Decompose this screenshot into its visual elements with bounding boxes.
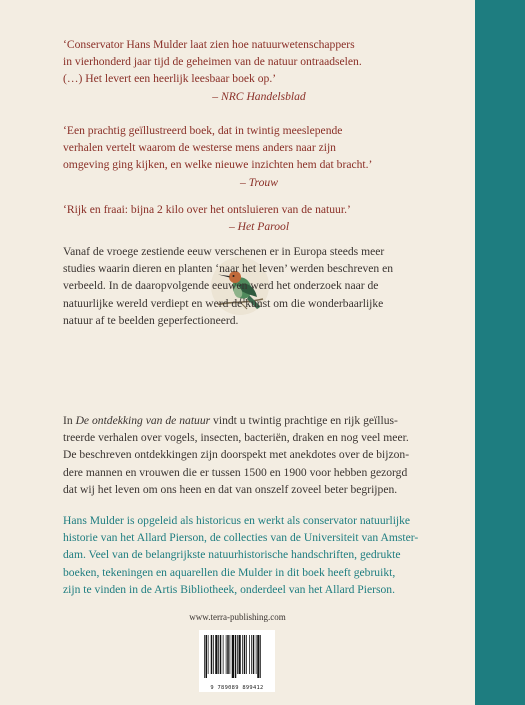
- paragraph-line: natuur af te beelden geperfectioneerd.: [63, 313, 239, 327]
- barcode-bar: [206, 635, 208, 678]
- paragraph-text: vindt u twintig prachtige en rijk geïllus-: [210, 414, 398, 427]
- paragraph-line: dat wij het leven om ons heen en dat van onszelf zoveel beter begrijpen.: [63, 482, 398, 496]
- book-title: De ontdekking van de natuur: [75, 414, 211, 427]
- barcode-bar: [237, 635, 238, 674]
- barcode-bar: [213, 635, 214, 674]
- book-spine: [475, 0, 525, 705]
- author-bio: [63, 512, 463, 598]
- barcode-bar: [211, 635, 213, 674]
- review-quote-nrc: [63, 36, 455, 105]
- barcode-bar: [242, 635, 243, 674]
- barcode-bar: [253, 635, 255, 674]
- paragraph-text: In: [63, 414, 76, 427]
- publisher-website[interactable]: www.terra-publishing.com: [189, 612, 286, 622]
- barcode-bar: [251, 635, 252, 674]
- barcode-bar: [208, 635, 209, 674]
- quote-source: – Het Parool: [228, 220, 290, 234]
- barcode-bar: [215, 635, 217, 674]
- bio-line: historie van het Allard Pierson, de collecties van de Universiteit van Amster-: [63, 531, 419, 545]
- quote-source: – Trouw: [240, 175, 278, 189]
- paragraph-line: treerde verhalen over vogels, insecten, bacteriën, draken en nog veel meer.: [63, 431, 409, 445]
- review-quote-trouw: [63, 122, 455, 191]
- barcode-number: 9 789089 899412: [210, 685, 264, 691]
- bio-line: zijn te vinden in de Artis Bibliotheek, onderdeel van het Allard Pierson.: [63, 582, 395, 596]
- quote-line: omgeving ging kijken, en welke nieuwe inzichten hem dat bracht.’: [63, 158, 373, 172]
- paragraph-line: verbeeld. In de daaropvolgende eeuwen werd het onderzoek naar de: [63, 279, 379, 293]
- barcode-bar: [232, 635, 234, 678]
- quote-line: ‘Rijk en fraai: bijna 2 kilo over het ontsluieren van de natuur.’: [63, 203, 351, 216]
- paragraph-line: De beschreven ontdekkingen zijn doorspekt met anekdotes over de bijzon-: [63, 448, 410, 462]
- barcode-bar: [230, 635, 231, 674]
- quote-line: (…) Het levert een heerlijk leesbaar boek op.’: [63, 72, 277, 86]
- bio-line: Hans Mulder is opgeleid als historicus en werkt als conservator natuurlijke: [63, 514, 411, 527]
- barcode-bar: [223, 635, 224, 674]
- paragraph-line: dere mannen en vrouwen die er tussen 1500 en 1900 voor hebben gezorgd: [63, 465, 408, 479]
- barcode-bar: [260, 635, 261, 678]
- barcode-bar: [204, 635, 205, 678]
- barcode-bar: [235, 635, 237, 678]
- barcode-bar: [220, 635, 222, 674]
- barcode-bar: [257, 635, 259, 678]
- barcode-bars: [199, 630, 275, 682]
- barcode-bar: [239, 635, 241, 674]
- quote-line: in vierhonderd jaar tijd de geheimen van de natuur ontraadselen.: [63, 55, 362, 69]
- paragraph-line: [63, 412, 463, 429]
- barcode-bar: [244, 635, 246, 674]
- intro-paragraph: [63, 243, 463, 329]
- bio-line: dam. Veel van de belangrijkste natuurhistorische handschriften, gedrukte: [63, 548, 401, 562]
- paragraph-line: studies waarin dieren en planten ‘naar het leven’ werden beschreven en: [63, 262, 394, 276]
- quote-line: ‘Een prachtig geïllustreerd boek, dat in twintig meeslepende: [63, 124, 343, 137]
- barcode-bar: [249, 635, 250, 674]
- paragraph-line: Vanaf de vroege zestiende eeuw verschenen er in Europa steeds meer: [63, 245, 385, 258]
- barcode-bar: [218, 635, 219, 674]
- review-quote-parool: [63, 201, 455, 235]
- book-description-paragraph: [63, 412, 463, 498]
- isbn-barcode: [199, 630, 275, 692]
- quote-source: – NRC Handelsblad: [212, 89, 306, 103]
- quote-line: ‘Conservator Hans Mulder laat zien hoe natuurwetenschappers: [63, 38, 355, 51]
- barcode-bar: [226, 635, 227, 674]
- barcode-bar: [256, 635, 257, 674]
- bio-line: boeken, tekeningen en aquarellen die Mulder in dit boek heeft gebruikt,: [63, 565, 396, 579]
- quote-line: verhalen vertelt waarom de westerse mens anders naar zijn: [63, 141, 336, 155]
- barcode-bar: [227, 635, 229, 674]
- barcode-bar: [246, 635, 247, 674]
- paragraph-line: natuurlijke wereld verdiept en werd de kunst om die wonderbaarlijke: [63, 296, 384, 310]
